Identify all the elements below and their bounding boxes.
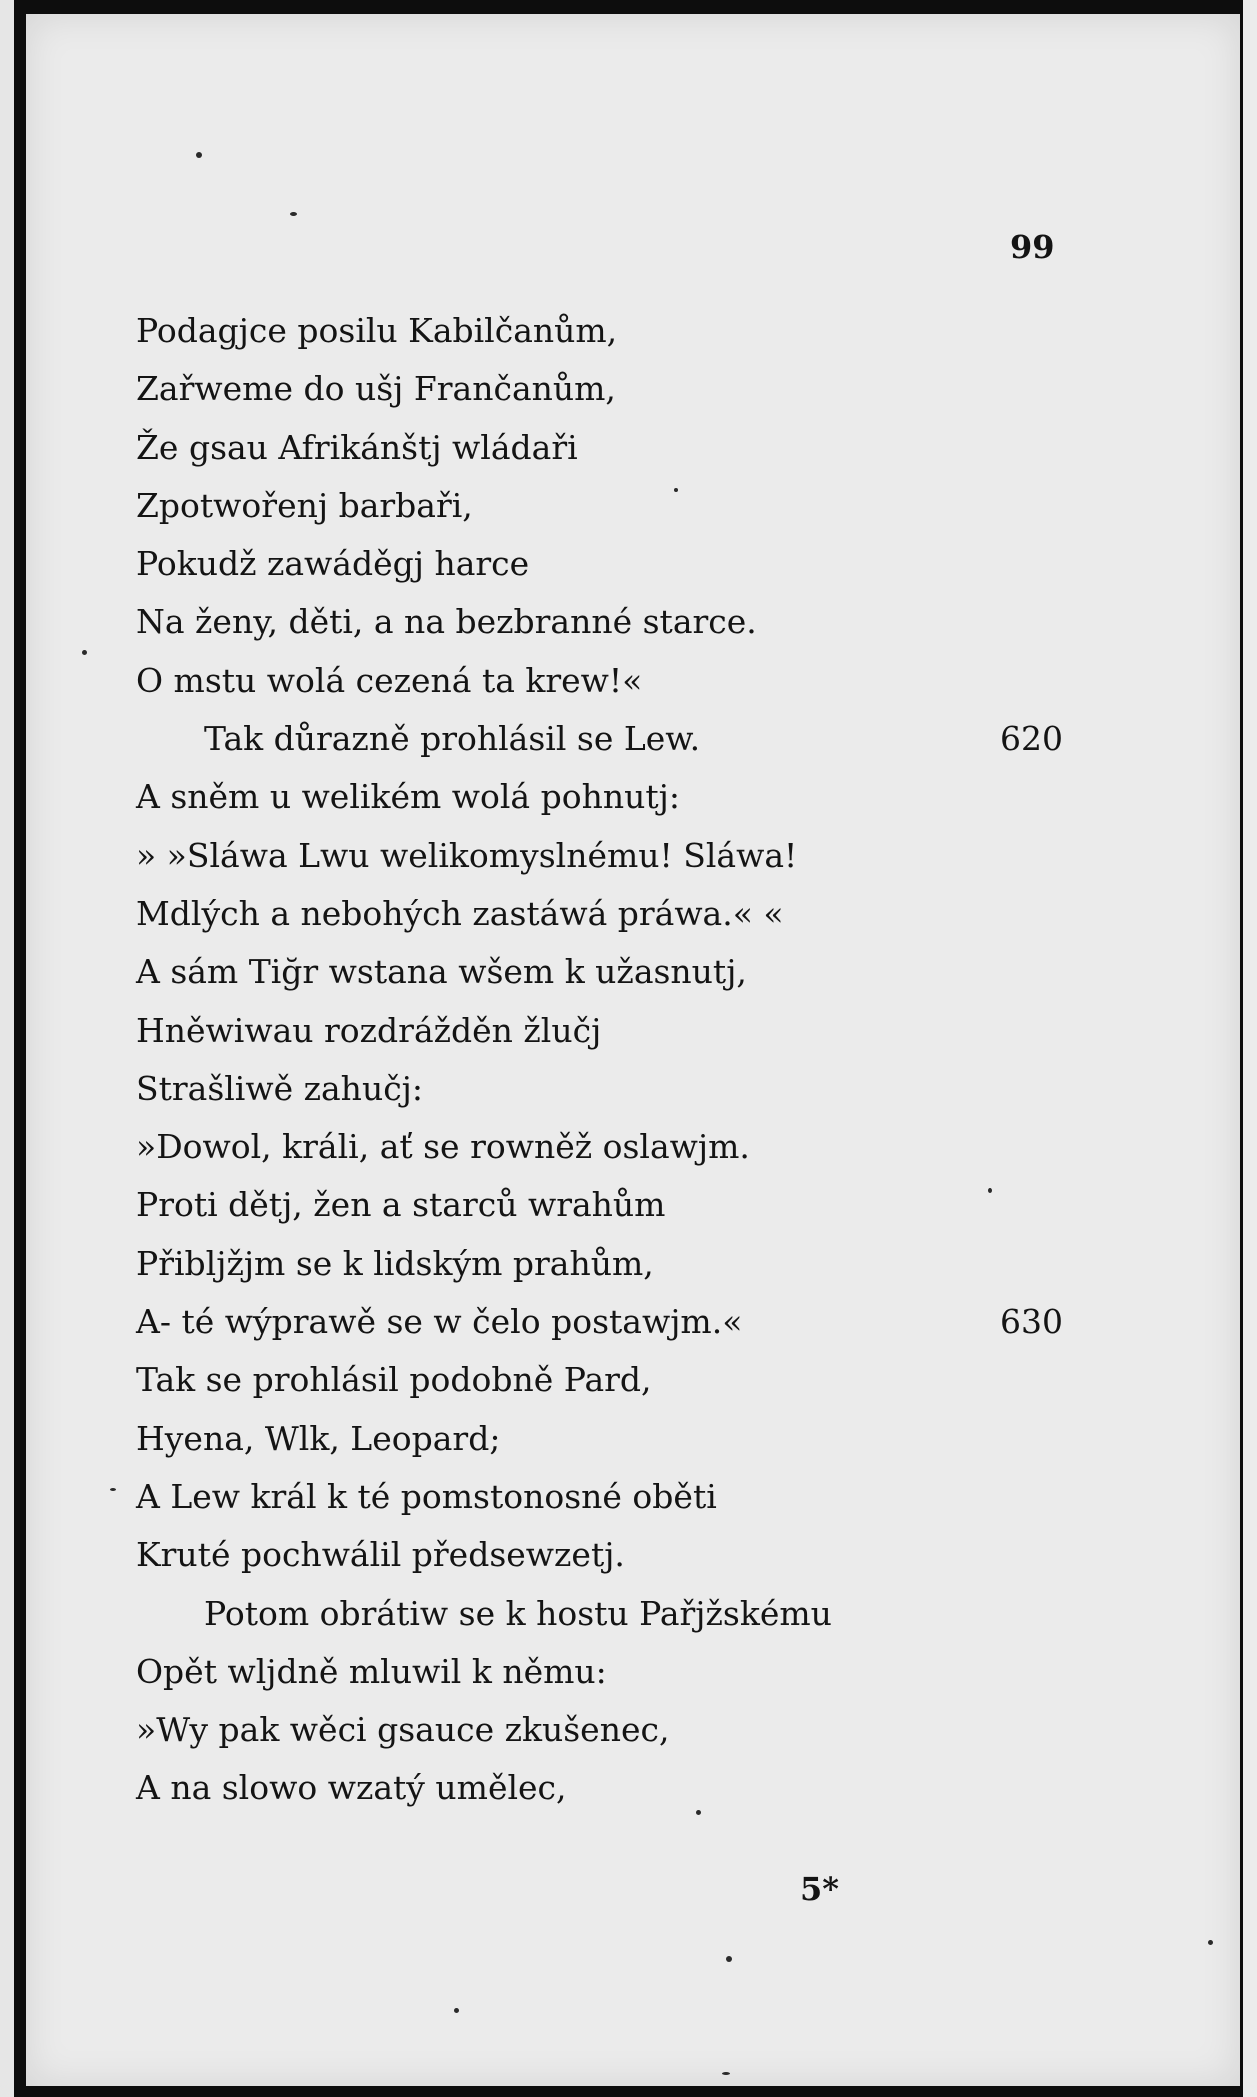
verse-line (136, 768, 1096, 826)
verse-line-text: Tak důrazně prohlásil se Lew. (204, 719, 701, 759)
verse-line (136, 419, 1096, 477)
paper-speck (454, 2008, 459, 2013)
verse-line-text: Kruté pochwálil předsewzetj. (136, 1535, 625, 1575)
verse-block (136, 302, 1096, 1818)
verse-line-text: Zpotwořenj barbaři, (136, 485, 473, 525)
verse-line (136, 1410, 1096, 1468)
verse-line-text: A Lew král k té pomstonosné oběti (136, 1476, 717, 1516)
verse-line-text: »Wy pak wěci gsauce zkušenec, (136, 1710, 670, 1750)
previous-page-edge (0, 0, 14, 2097)
verse-line-text: Pokudž zawáděgj harce (136, 544, 530, 584)
verse-line (136, 1176, 1096, 1234)
verse-line-text: Přibljžjm se k lidským prahům, (136, 1243, 654, 1283)
verse-line (136, 1468, 1096, 1526)
verse-line (136, 1060, 1096, 1118)
verse-line (136, 360, 1096, 418)
printer-signature-mark: 5* (800, 1870, 839, 1908)
verse-line (136, 1585, 1096, 1643)
page-number: 99 (1010, 228, 1055, 266)
verse-line (136, 652, 1096, 710)
verse-line (136, 593, 1096, 651)
line-number: 630 (1000, 1302, 1063, 1342)
verse-line (136, 1118, 1096, 1176)
verse-line-text: Strašliwě zahučj: (136, 1068, 424, 1108)
verse-line (136, 1701, 1096, 1759)
paper-speck (722, 2072, 730, 2075)
paper-speck (290, 212, 297, 216)
verse-line (136, 827, 1096, 885)
verse-line-text: Hyena, Wlk, Leopard; (136, 1418, 501, 1458)
verse-line (136, 1643, 1096, 1701)
verse-line (136, 302, 1096, 360)
paper-speck (110, 1488, 116, 1491)
verse-line-text: Podagjce posilu Kabilčanům, (136, 311, 618, 350)
verse-line (136, 477, 1096, 535)
verse-line-text: A- té wýprawě se w čelo postawjm.« (136, 1302, 743, 1342)
verse-line-text: Zařweme do ušj Frančanům, (136, 369, 616, 409)
verse-line (136, 1002, 1096, 1060)
verse-line (136, 943, 1096, 1001)
paper-speck (674, 488, 678, 492)
verse-line-text: Opět wljdně mluwil k němu: (136, 1651, 607, 1691)
verse-line-text: Proti dětj, žen a starců wrahům (136, 1185, 666, 1225)
paper-speck (196, 152, 202, 158)
verse-line-text: A sněm u welikém wolá pohnutj: (136, 777, 680, 817)
verse-line (136, 1526, 1096, 1584)
verse-line (136, 1759, 1096, 1817)
verse-line (136, 1293, 1096, 1351)
verse-line (136, 1235, 1096, 1293)
verse-line-text: Hněwiwau rozdrážděn žlučj (136, 1010, 602, 1050)
line-number: 620 (1000, 719, 1063, 759)
verse-line (136, 885, 1096, 943)
verse-line-text: Tak se prohlásil podobně Pard, (136, 1360, 652, 1400)
paper-speck (1208, 1940, 1213, 1945)
verse-line-text: A sám Tiğr wstana wšem k užasnutj, (136, 952, 747, 992)
verse-line (136, 710, 1096, 768)
verse-line-text: » »Sláwa Lwu welikomyslnému! Sláwa! (136, 835, 798, 875)
verse-line-text: Potom obrátiw se k hostu Pařjžskému (204, 1593, 832, 1633)
paper-speck (726, 1956, 732, 1962)
verse-line (136, 1351, 1096, 1409)
verse-line-text: Na ženy, děti, a na bezbranné starce. (136, 602, 757, 642)
verse-line-text: Že gsau Afrikánštj wládaři (136, 427, 578, 467)
paper-speck (988, 1188, 992, 1193)
verse-line-text: »Dowol, králi, ať se rowněž oslawjm. (136, 1127, 750, 1167)
paper-speck (82, 650, 87, 655)
next-page-edge (1243, 0, 1257, 2097)
verse-line-text: A na slowo wzatý umělec, (136, 1768, 567, 1808)
paper-speck (696, 1810, 701, 1815)
verse-line (136, 535, 1096, 593)
verse-line-text: O mstu wolá cezená ta krew!« (136, 660, 643, 700)
verse-line-text: Mdlých a nebohých zastáwá práwa.« « (136, 893, 784, 933)
